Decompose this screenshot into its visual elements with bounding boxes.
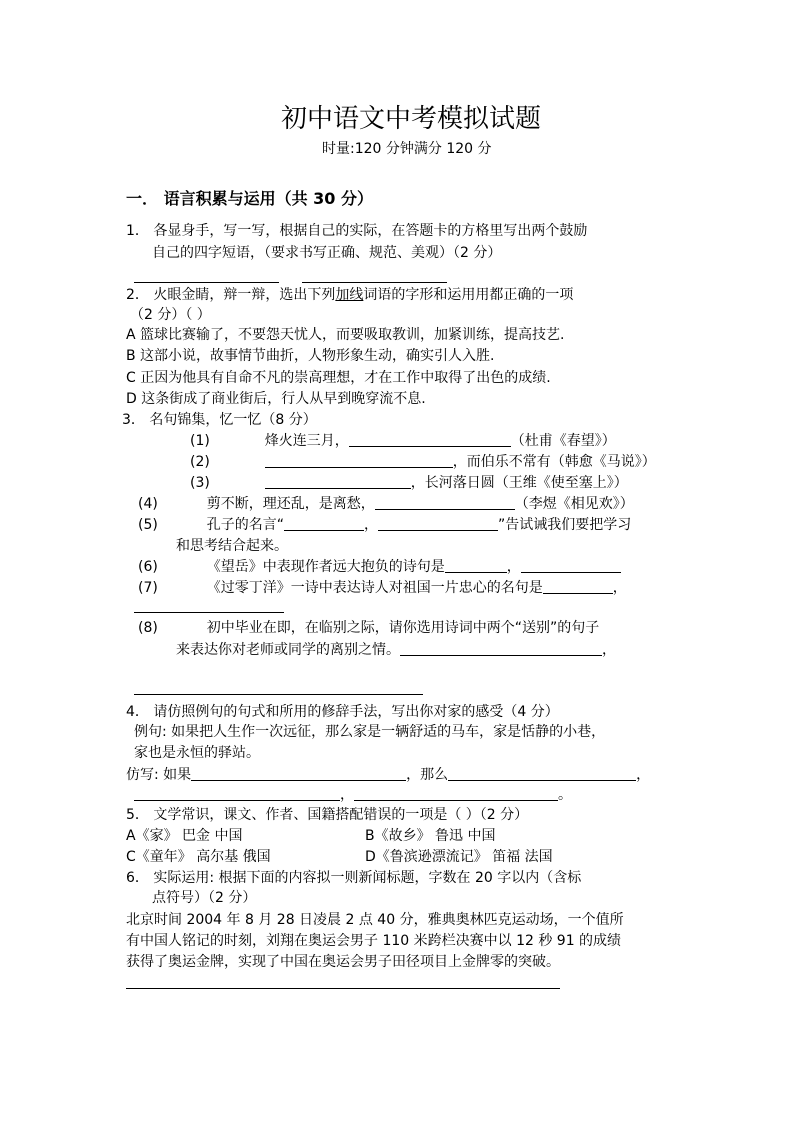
- answer-blank[interactable]: [265, 453, 453, 468]
- poem-item-4: [138, 495, 634, 513]
- item-number: (8): [138, 620, 158, 636]
- answer-blank[interactable]: [445, 558, 507, 573]
- poem-item-7: [138, 579, 627, 597]
- answer-blank[interactable]: [134, 694, 423, 695]
- end-period: 。: [558, 787, 572, 803]
- item-text: 烽火连三月，: [264, 433, 349, 449]
- news-paragraph-line1: 北京时间 2004 年 8 月 28 日凌晨 2 点 40 分，雅典奥林匹克运动场，一个值所: [126, 912, 624, 928]
- item-source: （李煜《相见欢》）: [514, 496, 634, 512]
- imitate-line2: [134, 786, 572, 804]
- question-4-head: 4． 请仿照例句的句式和所用的修辞手法，写出你对家的感受（4 分）: [126, 704, 559, 720]
- exam-time-info: 时量:120 分钟满分 120 分: [322, 141, 492, 157]
- then-text: ，那么: [406, 767, 449, 783]
- news-paragraph-line2: 有中国人铭记的时刻，刘翔在奥运会男子 110 米跨栏决赛中以 12 秒 91 的成绩: [126, 933, 622, 949]
- poem-item-5-line2: 和思考结合起来。: [176, 538, 288, 554]
- question-5-head: 5． 文学常识，课文、作者、国籍搭配错误的一项是（ ）（2 分）: [126, 807, 529, 823]
- example-line2: 家也是永恒的驿站。: [134, 745, 260, 761]
- underlined-word-label: 加线: [335, 287, 364, 303]
- item-number: (7): [138, 580, 158, 596]
- option-c: C 正因为他具有自命不凡的崇高理想，才在工作中取得了出色的成绩.: [126, 370, 551, 386]
- answer-blank[interactable]: [521, 558, 621, 573]
- answer-blank[interactable]: [354, 786, 558, 801]
- answer-blank[interactable]: [126, 988, 560, 989]
- poem-item-8: [138, 619, 599, 637]
- imitate-label: 仿写: 如果: [126, 767, 192, 783]
- answer-blank[interactable]: [134, 282, 279, 283]
- separator-comma: ，: [340, 787, 354, 803]
- item-number: (5): [138, 517, 158, 533]
- answer-blank[interactable]: [265, 474, 411, 489]
- page-title: 初中语文中考模拟试题: [281, 104, 542, 134]
- separator-comma: ，: [364, 517, 379, 533]
- answer-blank[interactable]: [134, 612, 284, 613]
- item-source: ，而伯乐不常有（韩愈《马说》）: [452, 454, 656, 470]
- example-line1: 例句: 如果把人生作一次远征，那么家是一辆舒适的马车，家是恬静的小巷，: [134, 724, 606, 740]
- item-text: 《过零丁洋》一诗中表达诗人对祖国一片忠心的名句是: [206, 580, 543, 596]
- item-number: (6): [138, 559, 158, 575]
- news-paragraph-line3: 获得了奥运金牌，实现了中国在奥运会男子田径项目上金牌零的突破。: [126, 954, 560, 970]
- end-comma: ，: [602, 642, 616, 658]
- question-6-head2: 点符号）（2 分）: [152, 890, 257, 906]
- question-2-suffix: 词语的字形和运用用都正确的一项: [363, 287, 574, 303]
- poem-item-2: [190, 453, 656, 471]
- option-a: A 篮球比赛输了，不要怨天忧人，而要吸取教训，加紧训练，提高技艺.: [126, 327, 565, 343]
- answer-blank[interactable]: [375, 495, 515, 510]
- poem-item-5: [138, 516, 631, 534]
- item-number: (4): [138, 496, 158, 512]
- answer-blank[interactable]: [302, 282, 447, 283]
- item-number: (2): [190, 454, 210, 470]
- answer-blank[interactable]: [134, 786, 340, 801]
- question-2-line1: [126, 286, 573, 304]
- option-a: A《家》 巴金 中国: [126, 828, 243, 844]
- item-number: (3): [190, 475, 210, 491]
- question-1-line2: 自己的四字短语，（要求书写正确、规范、美观）（2 分）: [152, 245, 502, 261]
- question-1-line1: 1． 各显身手，写一写，根据自己的实际，在答题卡的方格里写出两个鼓励: [126, 223, 588, 239]
- poem-item-6: [138, 558, 621, 576]
- item-text: 孔子的名言“: [206, 517, 285, 533]
- item-source: （杜甫《春望》）: [510, 433, 616, 449]
- item-text: 剪不断，理还乱，是离愁，: [206, 496, 375, 512]
- poem-item-1: [190, 432, 616, 450]
- option-d: D 这条街成了商业街后，行人从早到晚穿流不息.: [126, 391, 426, 407]
- separator-comma: ，: [506, 559, 521, 575]
- item-source: ，长河落日圆（王维《使至塞上》）: [410, 475, 628, 491]
- answer-blank[interactable]: [543, 579, 613, 594]
- option-d: D《鲁滨逊漂流记》 笛福 法国: [365, 849, 553, 865]
- answer-blank[interactable]: [349, 432, 511, 447]
- answer-blank[interactable]: [400, 641, 602, 656]
- question-2-prefix: 2． 火眼金睛，辩一辩，选出下列: [126, 287, 336, 303]
- end-comma: ，: [612, 580, 627, 596]
- section-heading: 一． 语言积累与运用（共 30 分）: [126, 189, 373, 208]
- imitate-line1: [126, 766, 650, 784]
- item-number: (1): [190, 433, 210, 449]
- item-text: 《望岳》中表现作者远大抱负的诗句是: [206, 559, 445, 575]
- question-6-head: 6． 实际运用: 根据下面的内容拟一则新闻标题，字数在 20 字以内（含标: [126, 870, 582, 886]
- option-b: B 这部小说，故事情节曲折，人物形象生动，确实引人入胜.: [126, 348, 495, 364]
- answer-blank[interactable]: [284, 516, 364, 531]
- answer-blank[interactable]: [448, 766, 636, 781]
- item-text: 来表达你对老师或同学的离别之情。: [176, 642, 400, 658]
- option-c: C《童年》 高尔基 俄国: [126, 849, 271, 865]
- question-2-line2: （2 分）（ ）: [130, 307, 211, 323]
- answer-blank[interactable]: [378, 516, 498, 531]
- end-comma: ，: [636, 767, 651, 783]
- poem-item-3: [190, 474, 628, 492]
- item-tail: ”告试诫我们要把学习: [498, 517, 632, 533]
- option-b: B《故乡》 鲁迅 中国: [365, 828, 496, 844]
- item-text: 初中毕业在即，在临别之际，请你选用诗词中两个“送别”的句子: [206, 620, 600, 636]
- poem-item-8-line2: [176, 641, 616, 659]
- question-3-head: 3． 名句锦集，忆一忆（8 分）: [122, 412, 317, 428]
- answer-blank[interactable]: [191, 766, 406, 781]
